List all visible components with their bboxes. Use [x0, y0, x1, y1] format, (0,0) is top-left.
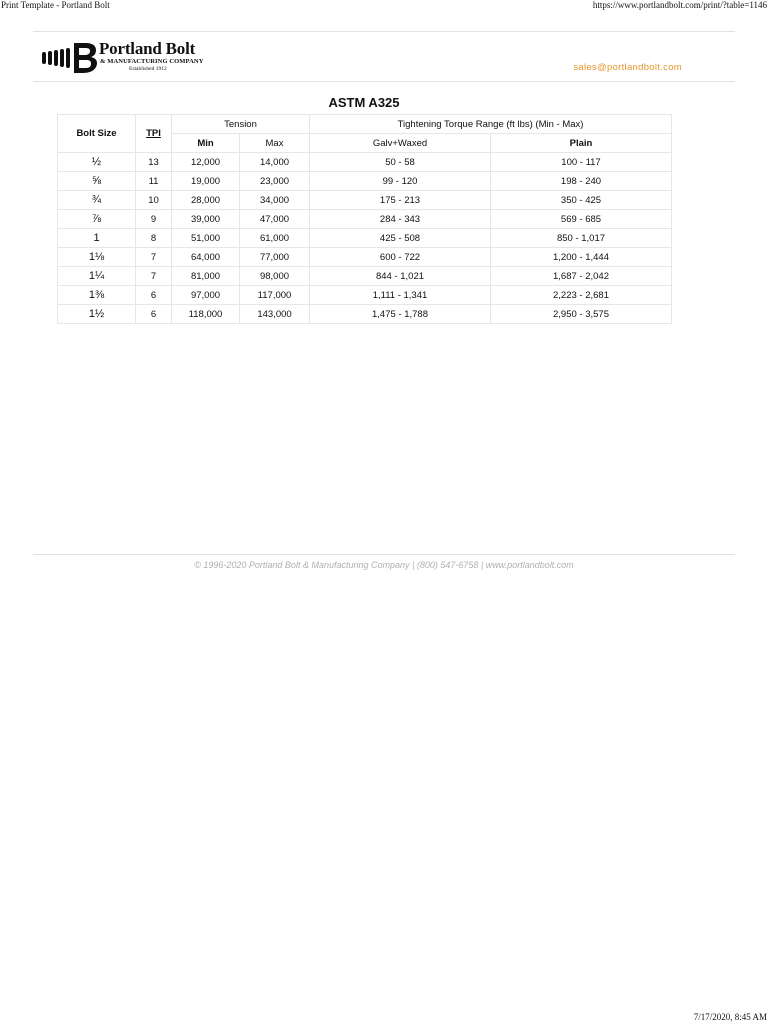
cell-plain: 100 - 117	[491, 153, 672, 172]
cell-max: 117,000	[240, 286, 310, 305]
company-logo	[41, 39, 221, 77]
bolt-spec-table	[57, 114, 672, 324]
cell-min: 81,000	[172, 267, 240, 286]
footer-divider	[33, 554, 735, 555]
header-plain: Plain	[491, 134, 672, 153]
cell-tpi: 11	[136, 172, 172, 191]
header-tension: Tension	[172, 115, 310, 134]
table-row	[58, 229, 672, 248]
cell-galv: 175 - 213	[310, 191, 491, 210]
header-tension-max: Max	[240, 134, 310, 153]
cell-min: 12,000	[172, 153, 240, 172]
cell-max: 14,000	[240, 153, 310, 172]
cell-size: 1¼	[58, 267, 136, 286]
header-torque: Tightening Torque Range (ft lbs) (Min - Max)	[310, 115, 672, 134]
cell-size: ¾	[58, 191, 136, 210]
print-timestamp: 7/17/2020, 8:45 AM	[693, 1012, 767, 1022]
cell-tpi: 13	[136, 153, 172, 172]
cell-min: 28,000	[172, 191, 240, 210]
spec-table-section	[57, 94, 671, 324]
cell-max: 143,000	[240, 305, 310, 324]
cell-galv: 1,111 - 1,341	[310, 286, 491, 305]
cell-plain: 1,200 - 1,444	[491, 248, 672, 267]
cell-size: ⅞	[58, 210, 136, 229]
company-header	[33, 31, 735, 81]
cell-galv: 425 - 508	[310, 229, 491, 248]
company-subtitle: & MANUFACTURING COMPANY	[100, 58, 204, 65]
header-galv-waxed: Galv+Waxed	[310, 134, 491, 153]
cell-galv: 844 - 1,021	[310, 267, 491, 286]
cell-galv: 284 - 343	[310, 210, 491, 229]
table-row	[58, 210, 672, 229]
cell-galv: 99 - 120	[310, 172, 491, 191]
cell-plain: 850 - 1,017	[491, 229, 672, 248]
cell-max: 61,000	[240, 229, 310, 248]
cell-plain: 198 - 240	[491, 172, 672, 191]
print-page-url: https://www.portlandbolt.com/print/?table=1146	[592, 0, 767, 10]
cell-size: 1½	[58, 305, 136, 324]
table-row	[58, 191, 672, 210]
table-row	[58, 267, 672, 286]
cell-max: 47,000	[240, 210, 310, 229]
cell-max: 77,000	[240, 248, 310, 267]
header-bolt-size: Bolt Size	[58, 115, 136, 153]
cell-size: 1⅜	[58, 286, 136, 305]
cell-tpi: 9	[136, 210, 172, 229]
header-tpi: TPI	[136, 115, 172, 153]
cell-galv: 1,475 - 1,788	[310, 305, 491, 324]
bolt-logo-icon	[41, 39, 99, 77]
cell-size: ⅝	[58, 172, 136, 191]
cell-min: 64,000	[172, 248, 240, 267]
sales-email-link[interactable]: sales@portlandbolt.com	[573, 62, 682, 73]
copyright-text: © 1996-2020 Portland Bolt & Manufacturing Company | (800) 547-6758 | www.portlandbolt.com	[194, 560, 574, 570]
print-header	[0, 0, 768, 12]
table-row	[58, 248, 672, 267]
cell-min: 118,000	[172, 305, 240, 324]
cell-plain: 2,950 - 3,575	[491, 305, 672, 324]
cell-tpi: 7	[136, 248, 172, 267]
header-tension-min: Min	[172, 134, 240, 153]
table-row	[58, 172, 672, 191]
cell-min: 19,000	[172, 172, 240, 191]
cell-galv: 50 - 58	[310, 153, 491, 172]
cell-min: 97,000	[172, 286, 240, 305]
table-row	[58, 153, 672, 172]
cell-tpi: 7	[136, 267, 172, 286]
company-name: Portland Bolt	[99, 39, 196, 58]
cell-size: 1	[58, 229, 136, 248]
cell-tpi: 6	[136, 286, 172, 305]
cell-plain: 2,223 - 2,681	[491, 286, 672, 305]
company-established: Established 1912	[129, 66, 167, 72]
cell-tpi: 10	[136, 191, 172, 210]
cell-max: 34,000	[240, 191, 310, 210]
print-page-title: Print Template - Portland Bolt	[1, 0, 110, 10]
cell-max: 98,000	[240, 267, 310, 286]
header-divider	[33, 81, 735, 82]
table-row	[58, 286, 672, 305]
cell-plain: 1,687 - 2,042	[491, 267, 672, 286]
cell-galv: 600 - 722	[310, 248, 491, 267]
cell-size: ½	[58, 153, 136, 172]
cell-min: 39,000	[172, 210, 240, 229]
cell-tpi: 8	[136, 229, 172, 248]
table-row	[58, 305, 672, 324]
cell-min: 51,000	[172, 229, 240, 248]
cell-size: 1⅛	[58, 248, 136, 267]
table-title: ASTM A325	[328, 95, 400, 110]
cell-plain: 569 - 685	[491, 210, 672, 229]
cell-plain: 350 - 425	[491, 191, 672, 210]
cell-max: 23,000	[240, 172, 310, 191]
cell-tpi: 6	[136, 305, 172, 324]
table-body	[58, 153, 672, 324]
